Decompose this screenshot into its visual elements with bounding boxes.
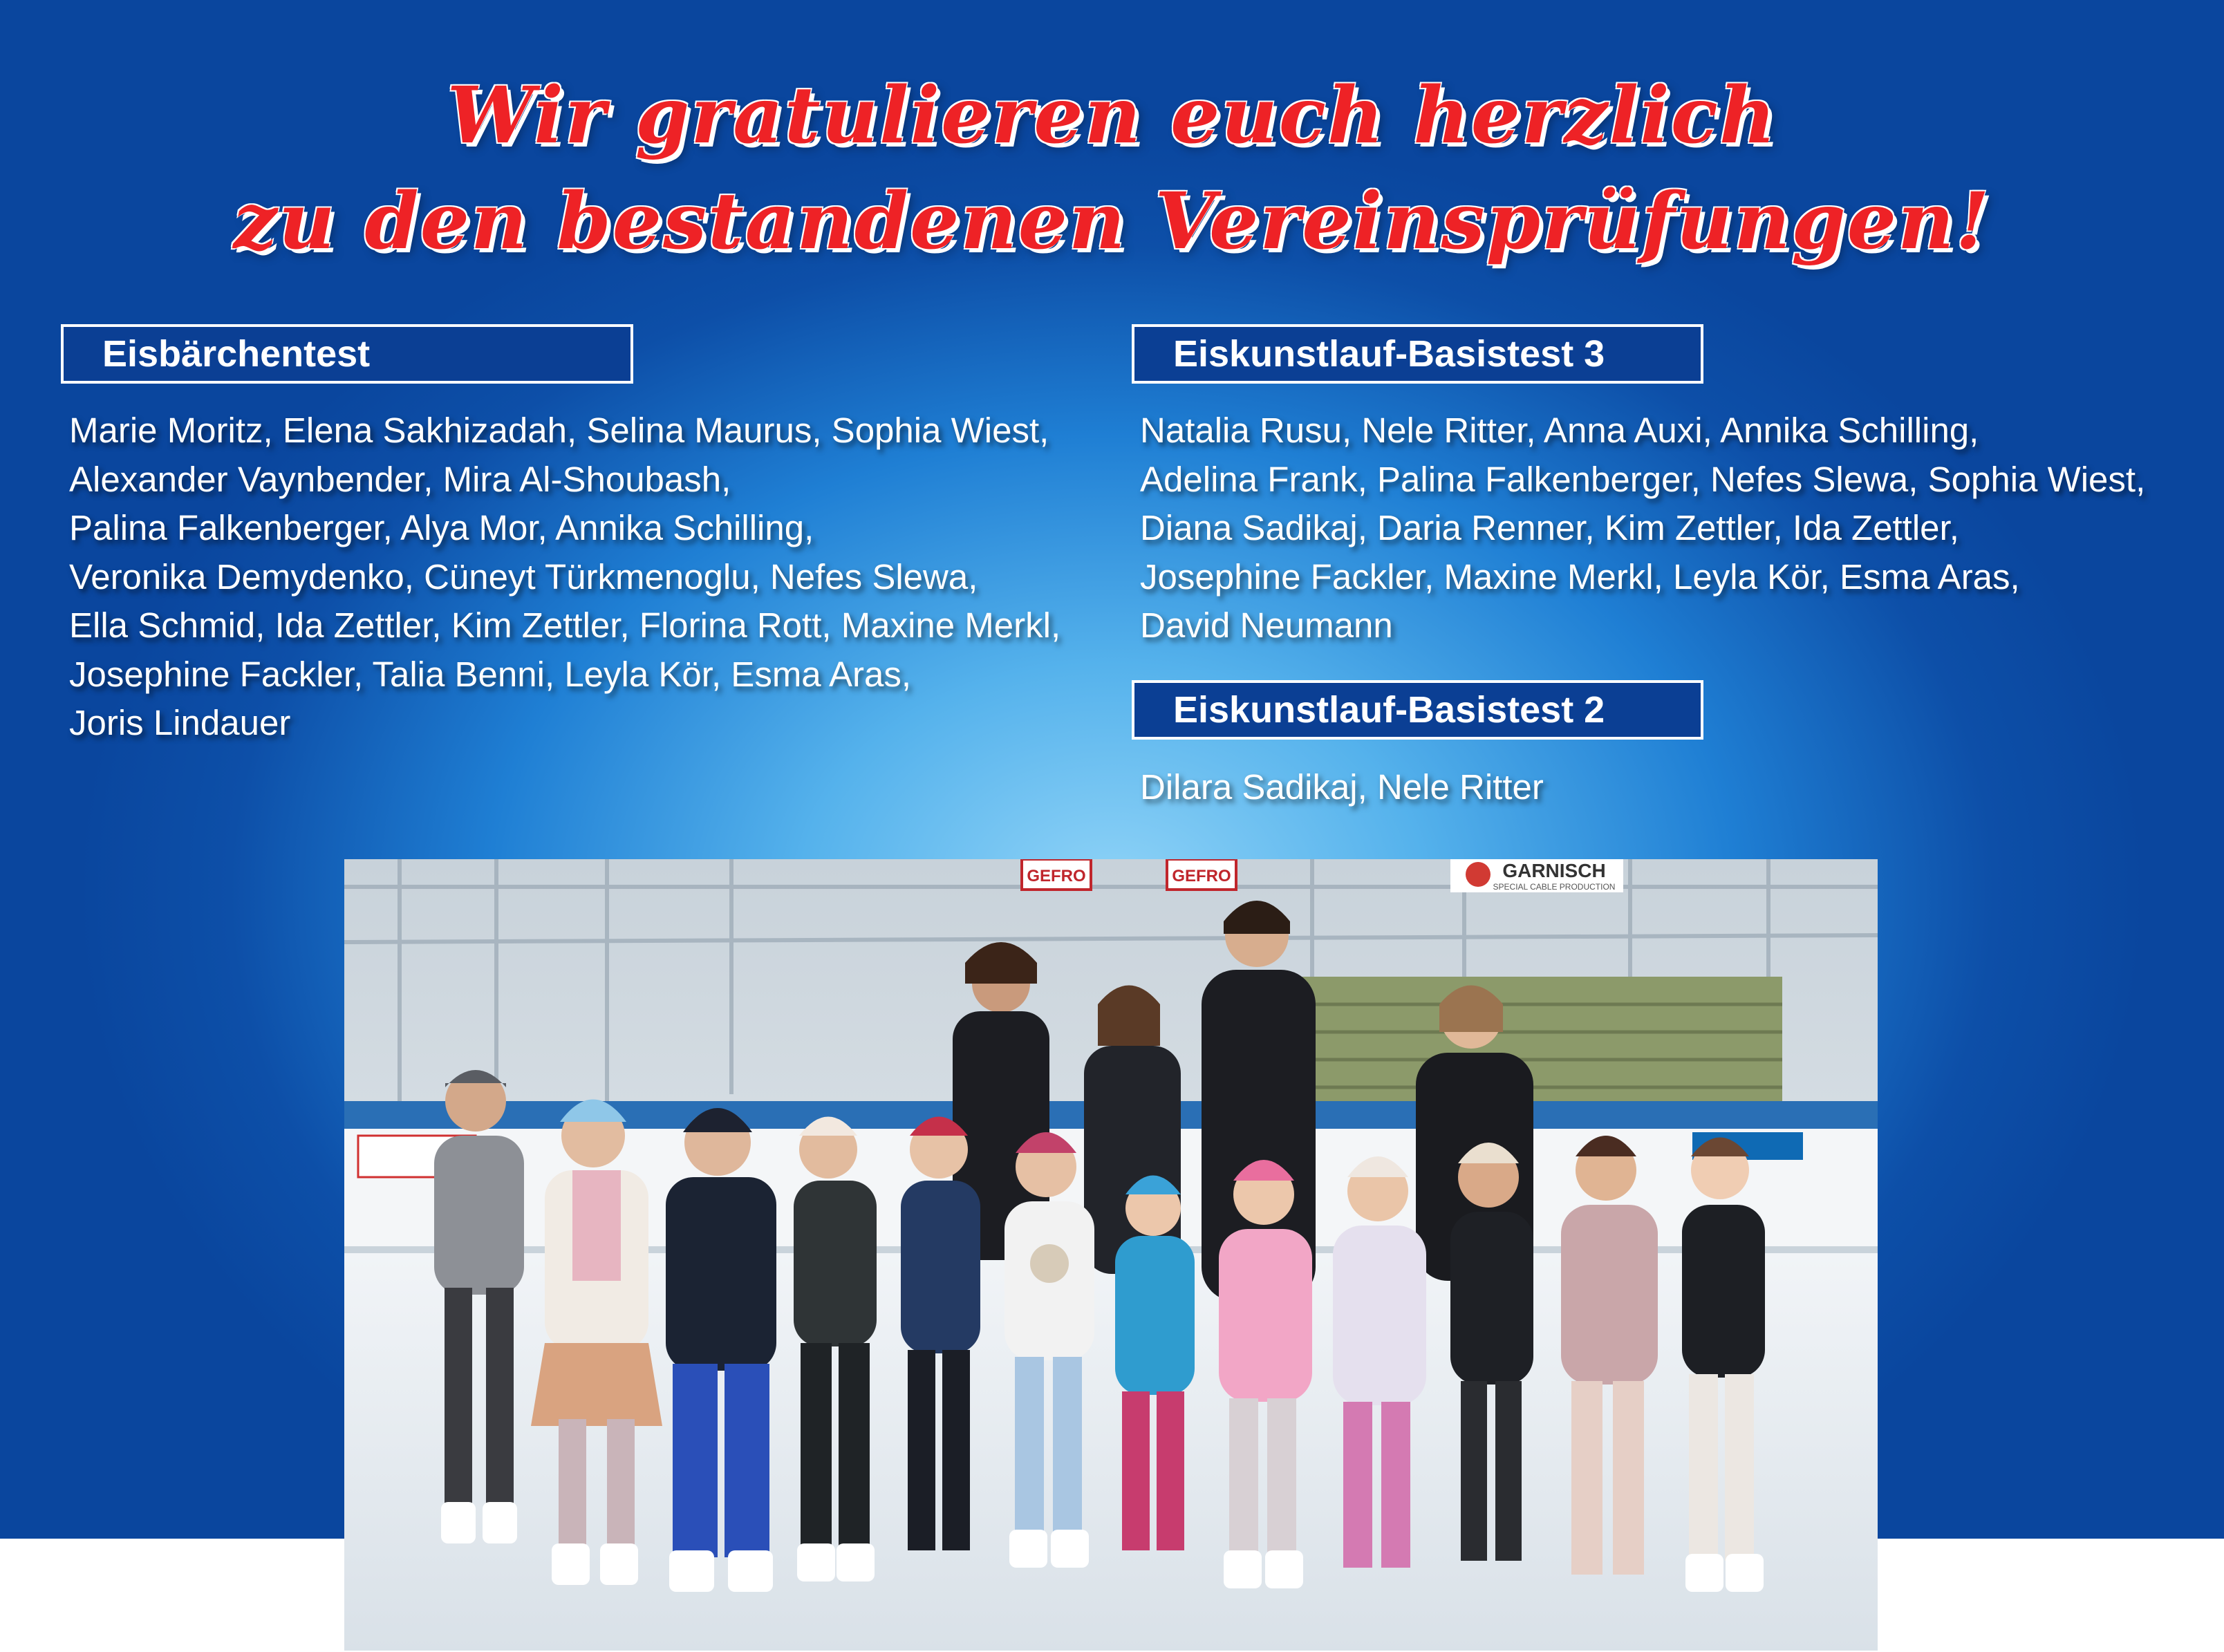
section-title-basistest-3: Eiskunstlauf-Basistest 3	[1132, 324, 1703, 384]
names-eisbaerchentest	[69, 406, 1060, 748]
banner-garnisch: GARNISCH	[1502, 860, 1606, 881]
name-line: Dilara Sadikaj, Nele Ritter	[1140, 767, 1544, 807]
name-line: Joris Lindauer	[69, 703, 291, 742]
banner-gefro-1: GEFRO	[1027, 867, 1086, 885]
banner-garnisch-sub: SPECIAL CABLE PRODUCTION	[1493, 882, 1616, 892]
section-title-basistest-2: Eiskunstlauf-Basistest 2	[1132, 680, 1703, 740]
names-basistest-3	[1140, 406, 2145, 650]
name-line: Veronika Demydenko, Cüneyt Türkmenoglu, Nefes Slewa,	[69, 556, 978, 597]
name-line: Diana Sadikaj, Daria Renner, Kim Zettler, Ida Zettler,	[1140, 508, 1959, 547]
headline-line-2: zu den bestandenen Vereinsprüfungen!	[233, 176, 1991, 267]
name-line: David Neumann	[1140, 606, 1393, 645]
name-line: Palina Falkenberger, Alya Mor, Annika Schilling,	[69, 508, 814, 547]
name-line: Natalia Rusu, Nele Ritter, Anna Auxi, Annika Schilling,	[1140, 411, 1979, 450]
group-photo	[344, 859, 1878, 1651]
name-line: Adelina Frank, Palina Falkenberger, Nefes Slewa, Sophia Wiest,	[1140, 459, 2146, 499]
banner-gefro-2: GEFRO	[1172, 867, 1231, 885]
headline-line-1: Wir gratulieren euch herzlich	[447, 71, 1777, 161]
section-title-eisbaerchentest: Eisbärchentest	[61, 324, 633, 384]
name-line: Josephine Fackler, Talia Benni, Leyla Kör, Esma Aras,	[69, 654, 912, 694]
name-line: Marie Moritz, Elena Sakhizadah, Selina Maurus, Sophia Wiest,	[69, 411, 1049, 450]
name-line: Josephine Fackler, Maxine Merkl, Leyla Kör, Esma Aras,	[1140, 556, 2020, 597]
names-basistest-2	[1140, 763, 1544, 812]
name-line: Alexander Vaynbender, Mira Al-Shoubash,	[69, 459, 731, 499]
name-line: Ella Schmid, Ida Zettler, Kim Zettler, Florina Rott, Maxine Merkl,	[69, 606, 1061, 645]
